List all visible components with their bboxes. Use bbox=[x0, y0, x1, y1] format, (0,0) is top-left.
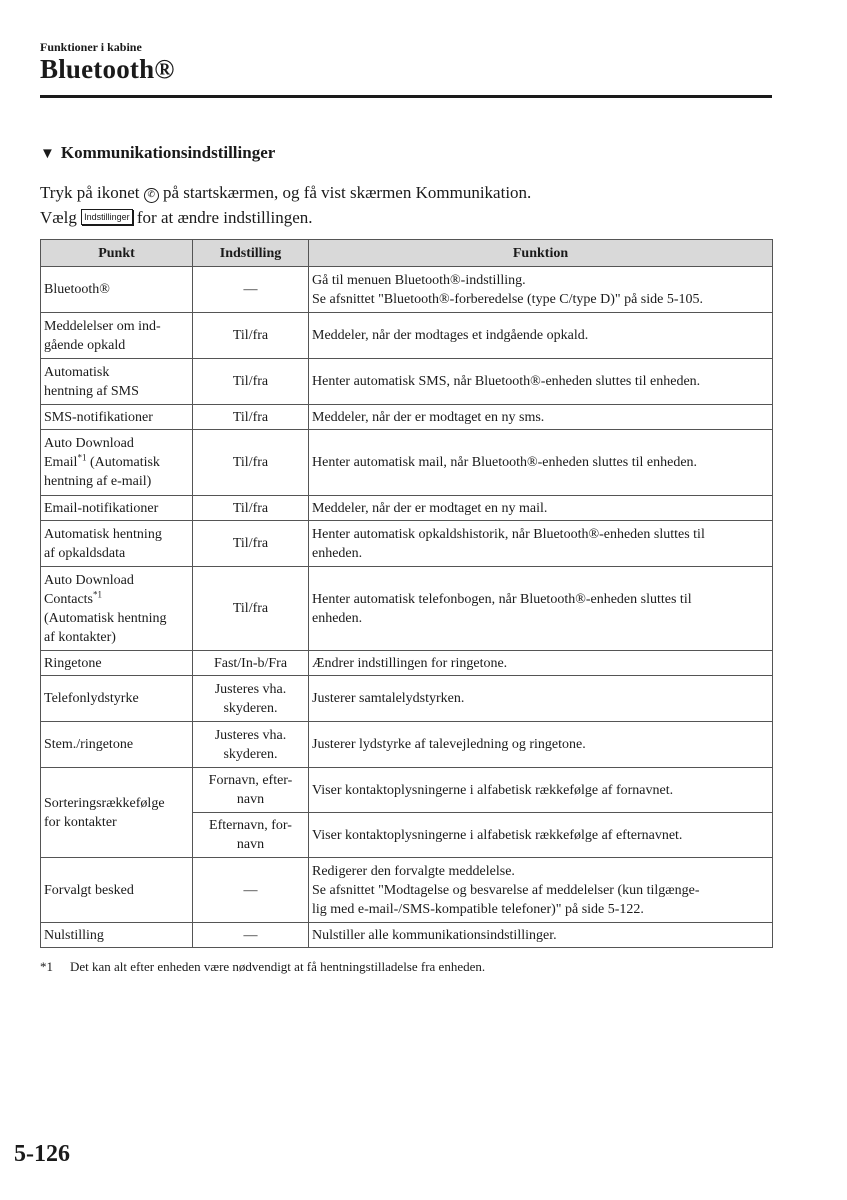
cell-setting bbox=[193, 359, 309, 405]
setting-text: — bbox=[243, 282, 258, 297]
cell-function bbox=[309, 722, 773, 768]
function-text: Justerer samtalelydstyrken. bbox=[312, 691, 465, 706]
setting-text: Til/fra bbox=[232, 500, 269, 516]
cell-setting bbox=[193, 722, 309, 768]
setting-text: navn bbox=[236, 792, 265, 807]
column-header-function: Funktion bbox=[309, 240, 773, 267]
intro-line-2-end: for at ændre indstillingen. bbox=[136, 208, 313, 227]
item-text: Meddelelser om ind- bbox=[44, 318, 161, 334]
cell-setting bbox=[193, 858, 309, 923]
cell-function bbox=[309, 567, 773, 651]
cell-item bbox=[41, 313, 193, 359]
item-text: Automatisk bbox=[44, 364, 110, 380]
cell-function bbox=[309, 405, 773, 430]
function-text: Se afsnittet "Modtagelse og besvarelse af meddelelser (kun tilgænge- bbox=[312, 882, 700, 898]
intro-text bbox=[40, 180, 531, 230]
section-label: Funktioner i kabine bbox=[40, 40, 142, 54]
table-row bbox=[41, 359, 773, 405]
table-header-row bbox=[41, 240, 773, 267]
table-row bbox=[41, 521, 773, 567]
item-text: for kontakter bbox=[44, 814, 117, 830]
cell-item bbox=[41, 651, 193, 676]
function-text: Meddeler, når der er modtaget en ny sms. bbox=[312, 409, 545, 425]
cell-setting bbox=[193, 768, 309, 813]
item-text: Automatisk hentning bbox=[44, 526, 162, 542]
table-row bbox=[41, 722, 773, 768]
cell-item bbox=[41, 768, 193, 858]
cell-item bbox=[41, 521, 193, 567]
setting-text: Efternavn, for- bbox=[209, 818, 292, 833]
item-text: Stem./ringetone bbox=[44, 737, 134, 752]
item-text: hentning af e-mail) bbox=[44, 474, 152, 489]
item-text: af kontakter) bbox=[44, 629, 116, 645]
page-title: Bluetooth® bbox=[40, 54, 175, 84]
cell-function bbox=[309, 923, 773, 948]
cell-function bbox=[309, 496, 773, 521]
item-text: hentning af SMS bbox=[44, 383, 139, 399]
table-row bbox=[41, 267, 773, 313]
cell-setting bbox=[193, 267, 309, 313]
item-text: Bluetooth® bbox=[44, 282, 110, 297]
cell-function bbox=[309, 813, 773, 858]
cell-setting bbox=[193, 496, 309, 521]
item-text: Email-notifikationer bbox=[44, 500, 159, 516]
table-row bbox=[41, 313, 773, 359]
setting-text: skyderen. bbox=[223, 746, 278, 762]
table-row bbox=[41, 923, 773, 948]
function-text: lig med e-mail-/SMS-kompatible telefoner)" på side 5-122. bbox=[312, 901, 644, 917]
title-divider bbox=[40, 95, 772, 98]
cell-item bbox=[41, 405, 193, 430]
item-text: (Automatisk bbox=[86, 455, 160, 470]
function-text: Viser kontaktoplysningerne i alfabetisk rækkefølge af fornavnet. bbox=[312, 782, 674, 798]
item-text: (Automatisk hentning bbox=[44, 610, 167, 626]
column-header-setting: Indstilling bbox=[193, 240, 309, 267]
cell-function bbox=[309, 858, 773, 923]
item-text: Email bbox=[44, 455, 78, 470]
cell-setting bbox=[193, 313, 309, 359]
cell-setting bbox=[193, 521, 309, 567]
function-text: enheden. bbox=[312, 610, 363, 626]
cell-item bbox=[41, 722, 193, 768]
settings-button-illustration: Indstillinger bbox=[81, 209, 133, 225]
function-text: Henter automatisk telefonbogen, når Bluetooth®-enheden sluttes til bbox=[312, 591, 692, 607]
footnote-text: Det kan alt efter enheden være nødvendigt at få hentningstilladelse fra enheden. bbox=[70, 959, 486, 974]
setting-text: skyderen. bbox=[223, 700, 278, 716]
cell-function bbox=[309, 676, 773, 722]
section-heading-text: Kommunikationsindstillinger bbox=[60, 143, 276, 162]
cell-setting bbox=[193, 676, 309, 722]
function-text: Se afsnittet "Bluetooth®-forberedelse (type C/type D)" på side 5-105. bbox=[312, 291, 704, 307]
item-text: Contacts bbox=[44, 591, 93, 607]
page-number: 5-126 bbox=[14, 1141, 70, 1167]
cell-function bbox=[309, 521, 773, 567]
setting-text: Fornavn, efter- bbox=[208, 773, 293, 788]
item-text: Telefonlydstyrke bbox=[44, 691, 139, 706]
setting-text: Justeres vha. bbox=[214, 727, 287, 743]
setting-text: Til/fra bbox=[232, 409, 269, 425]
item-text: Forvalgt besked bbox=[44, 882, 134, 898]
cell-item bbox=[41, 567, 193, 651]
setting-text: navn bbox=[236, 837, 265, 852]
setting-text: Til/fra bbox=[232, 455, 269, 470]
table-row bbox=[41, 430, 773, 496]
item-text: Nulstilling bbox=[44, 927, 104, 943]
column-header-item: Punkt bbox=[41, 240, 193, 267]
cell-item bbox=[41, 359, 193, 405]
footnote-reference: *1 bbox=[93, 588, 102, 599]
table-row bbox=[41, 676, 773, 722]
function-text: Ændrer indstillingen for ringetone. bbox=[312, 655, 508, 671]
cell-setting bbox=[193, 405, 309, 430]
setting-text: Til/fra bbox=[232, 374, 269, 389]
item-text: SMS-notifikationer bbox=[44, 409, 153, 425]
setting-text: — bbox=[243, 927, 258, 943]
table-row bbox=[41, 768, 773, 813]
item-text: gående opkald bbox=[44, 337, 126, 353]
function-text: Henter automatisk SMS, når Bluetooth®-enheden sluttes til enheden. bbox=[312, 374, 701, 389]
footnote bbox=[40, 959, 485, 975]
cell-setting bbox=[193, 813, 309, 858]
table-row bbox=[41, 496, 773, 521]
item-text: Auto Download bbox=[44, 436, 134, 451]
function-text: Meddeler, når der er modtaget en ny mail. bbox=[312, 500, 548, 516]
function-text: Meddeler, når der modtages et indgående opkald. bbox=[312, 328, 589, 343]
cell-function bbox=[309, 430, 773, 496]
setting-text: Justeres vha. bbox=[214, 681, 287, 697]
table-row bbox=[41, 405, 773, 430]
cell-function bbox=[309, 313, 773, 359]
table-row bbox=[41, 651, 773, 676]
cell-item bbox=[41, 267, 193, 313]
function-text: Viser kontaktoplysningerne i alfabetisk rækkefølge af efternavnet. bbox=[312, 827, 683, 843]
setting-text: — bbox=[243, 882, 258, 898]
function-text: enheden. bbox=[312, 545, 363, 561]
function-text: Henter automatisk opkaldshistorik, når Bluetooth®-enheden sluttes til bbox=[312, 526, 705, 542]
item-text: af opkaldsdata bbox=[44, 545, 126, 561]
cell-item bbox=[41, 923, 193, 948]
footnote-mark: *1 bbox=[40, 959, 53, 974]
table-row bbox=[41, 567, 773, 651]
cell-setting bbox=[193, 651, 309, 676]
phone-icon: ✆ bbox=[144, 188, 159, 203]
function-text: Henter automatisk mail, når Bluetooth®-enheden sluttes til enheden. bbox=[312, 455, 698, 470]
cell-function bbox=[309, 768, 773, 813]
item-text: Auto Download bbox=[44, 572, 134, 588]
function-text: Gå til menuen Bluetooth®-indstilling. bbox=[312, 272, 526, 288]
cell-function bbox=[309, 359, 773, 405]
intro-line-2-start: Vælg bbox=[40, 208, 77, 227]
cell-function bbox=[309, 651, 773, 676]
cell-item bbox=[41, 430, 193, 496]
setting-text: Fast/In-b/Fra bbox=[213, 655, 288, 671]
cell-item bbox=[41, 496, 193, 521]
function-text: Nulstiller alle kommunikationsindstillinger. bbox=[312, 927, 557, 943]
triangle-down-icon: ▼ bbox=[40, 146, 55, 162]
item-text: Sorteringsrækkefølge bbox=[44, 795, 165, 811]
table-row bbox=[41, 858, 773, 923]
cell-setting bbox=[193, 430, 309, 496]
cell-setting bbox=[193, 923, 309, 948]
intro-line-1-start: Tryk på ikonet bbox=[40, 183, 140, 202]
setting-text: Til/fra bbox=[232, 328, 269, 343]
intro-line-2 bbox=[40, 205, 531, 230]
cell-function bbox=[309, 267, 773, 313]
setting-text: Til/fra bbox=[232, 536, 269, 551]
item-text: Ringetone bbox=[44, 655, 102, 671]
settings-table bbox=[40, 239, 773, 948]
cell-item bbox=[41, 676, 193, 722]
intro-line-1-end: på startskærmen, og få vist skærmen Kommunikation. bbox=[163, 183, 532, 202]
function-text: Justerer lydstyrke af talevejledning og ringetone. bbox=[312, 737, 586, 752]
function-text: Redigerer den forvalgte meddelelse. bbox=[312, 863, 515, 879]
setting-text: Til/fra bbox=[232, 601, 269, 616]
footnote-reference: *1 bbox=[77, 452, 87, 463]
intro-line-1 bbox=[40, 180, 531, 205]
section-heading bbox=[40, 143, 275, 163]
cell-setting bbox=[193, 567, 309, 651]
cell-item bbox=[41, 858, 193, 923]
